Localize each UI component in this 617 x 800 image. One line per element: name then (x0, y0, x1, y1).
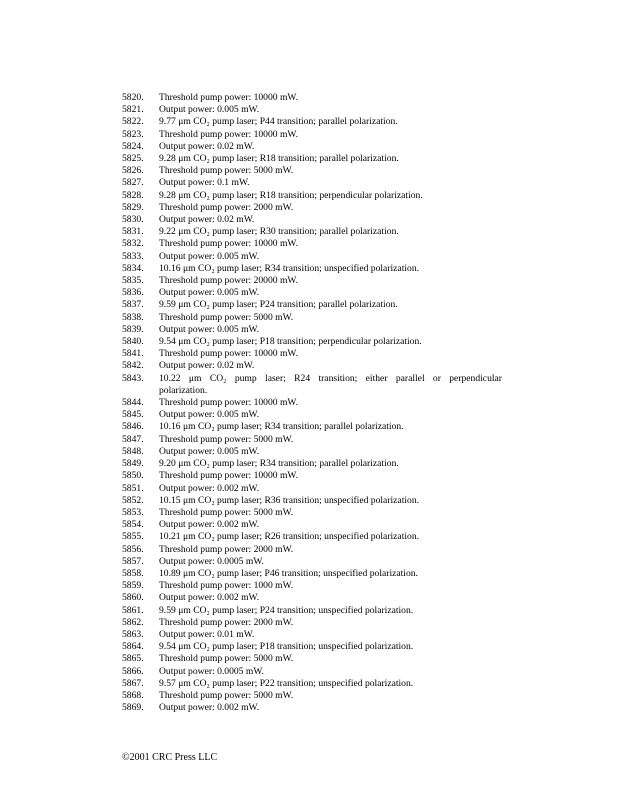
note-number: 5834. (122, 262, 144, 274)
note-entry (122, 312, 502, 324)
note-text: Threshold pump power: 20000 mW. (159, 275, 299, 287)
note-text: Output power: 0.005 mW. (159, 287, 260, 299)
note-entry (122, 531, 502, 543)
note-entry (122, 202, 502, 214)
note-text: Output power: 0.02 mW. (159, 140, 255, 152)
note-number: 5832. (122, 238, 144, 250)
note-text: 10.16 μm CO₂ pump laser; R34 transition; unspecified polarization. (159, 262, 420, 274)
note-number: 5861. (122, 604, 144, 616)
note-entry (122, 275, 502, 287)
note-number: 5858. (122, 567, 144, 579)
note-text: 10.15 μm CO₂ pump laser; R36 transition; unspecified polarization. (159, 494, 420, 506)
note-text: Threshold pump power: 5000 mW. (159, 689, 294, 701)
note-number: 5826. (122, 165, 144, 177)
note-text: Output power: 0.002 mW. (159, 592, 260, 604)
note-number: 5833. (122, 250, 144, 262)
note-entry (122, 653, 502, 665)
note-text: 9.59 μm CO₂ pump laser; P24 transition; unspecified polarization. (159, 604, 414, 616)
note-number: 5854. (122, 519, 144, 531)
note-number: 5827. (122, 177, 144, 189)
note-number: 5829. (122, 201, 144, 213)
note-number: 5840. (122, 336, 144, 348)
note-entry (122, 287, 502, 299)
note-text: Threshold pump power: 10000 mW. (159, 92, 299, 103)
note-entry (122, 177, 502, 189)
note-text: Output power: 0.0005 mW. (159, 665, 264, 677)
note-entry (122, 519, 502, 531)
note-text: Output power: 0.0005 mW. (159, 555, 264, 567)
note-text: 9.57 μm CO₂ pump laser; P22 transition; unspecified polarization. (159, 677, 414, 689)
note-number: 5860. (122, 592, 144, 604)
note-number: 5844. (122, 397, 144, 409)
note-entry (122, 617, 502, 629)
note-number: 5853. (122, 506, 144, 518)
note-number: 5852. (122, 494, 144, 506)
note-number: 5849. (122, 458, 144, 470)
note-entry (122, 141, 502, 153)
note-text: Output power: 0.002 mW. (159, 519, 260, 531)
note-entry (122, 458, 502, 470)
note-text: Threshold pump power: 5000 mW. (159, 506, 294, 518)
note-number: 5821. (122, 104, 144, 116)
note-entry (122, 299, 502, 311)
note-entry (122, 666, 502, 678)
note-entry (122, 495, 502, 507)
note-number: 5850. (122, 470, 144, 482)
note-entry (122, 324, 502, 336)
note-entry (122, 641, 502, 653)
note-text: Threshold pump power: 2000 mW. (159, 201, 294, 213)
note-number: 5864. (122, 641, 144, 653)
note-number: 5828. (122, 189, 144, 201)
note-text: Output power: 0.005 mW. (159, 104, 260, 116)
note-text: Output power: 0.005 mW. (159, 323, 260, 335)
note-entry (122, 690, 502, 702)
note-text: Output power: 0.1 mW. (159, 177, 250, 189)
note-entry (122, 373, 502, 397)
notes-list (122, 92, 502, 714)
note-text-continuation: polarization. (159, 384, 208, 396)
note-text: Output power: 0.005 mW. (159, 250, 260, 262)
note-entry (122, 409, 502, 421)
note-text: Threshold pump power: 2000 mW. (159, 616, 294, 628)
note-number: 5835. (122, 275, 144, 287)
note-number: 5857. (122, 555, 144, 567)
note-number: 5869. (122, 702, 144, 714)
note-number: 5848. (122, 445, 144, 457)
note-text: Output power: 0.01 mW. (159, 628, 255, 640)
note-number: 5863. (122, 628, 144, 640)
note-entry (122, 153, 502, 165)
note-entry (122, 226, 502, 238)
note-text: 9.54 μm CO₂ pump laser; P18 transition; perpendicular polarization. (159, 336, 422, 348)
note-entry (122, 629, 502, 641)
note-entry (122, 556, 502, 568)
note-entry (122, 104, 502, 116)
note-entry (122, 397, 502, 409)
note-entry (122, 702, 502, 714)
note-text: Output power: 0.005 mW. (159, 409, 260, 421)
note-text: Threshold pump power: 10000 mW. (159, 397, 299, 409)
note-number: 5831. (122, 226, 144, 238)
note-text (159, 373, 502, 397)
note-number: 5855. (122, 531, 144, 543)
note-entry (122, 434, 502, 446)
note-text: Output power: 0.02 mW. (159, 214, 255, 226)
note-number: 5822. (122, 116, 144, 128)
note-number: 5865. (122, 653, 144, 665)
note-entry (122, 568, 502, 580)
note-entry (122, 580, 502, 592)
note-text-line: 10.22 μm CO₂ pump laser; R24 transition; either parallel or perpendicular (159, 372, 502, 384)
note-entry (122, 446, 502, 458)
note-entry (122, 116, 502, 128)
note-number: 5845. (122, 409, 144, 421)
note-entry (122, 263, 502, 275)
note-text: 10.21 μm CO₂ pump laser; R26 transition; unspecified polarization. (159, 531, 420, 543)
note-entry (122, 214, 502, 226)
copyright-footer: ©2001 CRC Press LLC (122, 752, 218, 763)
note-entry (122, 129, 502, 141)
note-text: Threshold pump power: 1000 mW. (159, 580, 294, 592)
note-entry (122, 348, 502, 360)
note-number: 5825. (122, 153, 144, 165)
note-entry (122, 678, 502, 690)
note-number: 5842. (122, 360, 144, 372)
note-text: Output power: 0.005 mW. (159, 445, 260, 457)
note-text: Threshold pump power: 2000 mW. (159, 543, 294, 555)
note-entry (122, 238, 502, 250)
note-number: 5839. (122, 323, 144, 335)
note-number: 5837. (122, 299, 144, 311)
note-text: Threshold pump power: 5000 mW. (159, 165, 294, 177)
note-number: 5823. (122, 128, 144, 140)
note-text: 9.59 μm CO₂ pump laser; P24 transition; parallel polarization. (159, 299, 398, 311)
note-entry (122, 92, 502, 104)
note-number: 5820. (122, 92, 144, 103)
note-number: 5846. (122, 421, 144, 433)
note-text: Threshold pump power: 10000 mW. (159, 238, 299, 250)
note-text: Threshold pump power: 5000 mW. (159, 653, 294, 665)
note-text: 10.89 μm CO₂ pump laser; P46 transition; unspecified polarization. (159, 567, 418, 579)
note-text: Threshold pump power: 10000 mW. (159, 128, 299, 140)
note-entry (122, 190, 502, 202)
note-entry (122, 507, 502, 519)
note-text: 9.22 μm CO₂ pump laser; R30 transition; parallel polarization. (159, 226, 399, 238)
note-text: 9.20 μm CO₂ pump laser; R34 transition; parallel polarization. (159, 458, 399, 470)
note-entry (122, 421, 502, 433)
note-number: 5868. (122, 689, 144, 701)
note-number: 5862. (122, 616, 144, 628)
note-entry (122, 336, 502, 348)
note-text: Threshold pump power: 10000 mW. (159, 348, 299, 360)
note-text: 9.54 μm CO₂ pump laser; P18 transition; unspecified polarization. (159, 641, 414, 653)
note-text: Threshold pump power: 5000 mW. (159, 433, 294, 445)
note-text: Output power: 0.002 mW. (159, 702, 260, 714)
note-entry (122, 165, 502, 177)
note-entry (122, 360, 502, 372)
note-text: 10.16 μm CO₂ pump laser; R34 transition; parallel polarization. (159, 421, 404, 433)
note-entry (122, 592, 502, 604)
note-number: 5836. (122, 287, 144, 299)
note-number: 5838. (122, 311, 144, 323)
note-entry (122, 483, 502, 495)
note-number: 5847. (122, 433, 144, 445)
note-number: 5830. (122, 214, 144, 226)
note-text: 9.28 μm CO₂ pump laser; R18 transition; parallel polarization. (159, 153, 399, 165)
note-entry (122, 544, 502, 556)
note-text: 9.77 μm CO₂ pump laser; P44 transition; parallel polarization. (159, 116, 398, 128)
note-entry (122, 470, 502, 482)
note-number: 5867. (122, 677, 144, 689)
note-text: Output power: 0.002 mW. (159, 482, 260, 494)
note-number: 5824. (122, 140, 144, 152)
note-number: 5843. (122, 372, 144, 384)
note-number: 5859. (122, 580, 144, 592)
note-text: Threshold pump power: 10000 mW. (159, 470, 299, 482)
note-text: Threshold pump power: 5000 mW. (159, 311, 294, 323)
note-entry (122, 605, 502, 617)
note-number: 5866. (122, 665, 144, 677)
note-text: Output power: 0.02 mW. (159, 360, 255, 372)
note-number: 5841. (122, 348, 144, 360)
note-number: 5851. (122, 482, 144, 494)
note-text: 9.28 μm CO₂ pump laser; R18 transition; perpendicular polarization. (159, 189, 423, 201)
note-entry (122, 251, 502, 263)
note-number: 5856. (122, 543, 144, 555)
